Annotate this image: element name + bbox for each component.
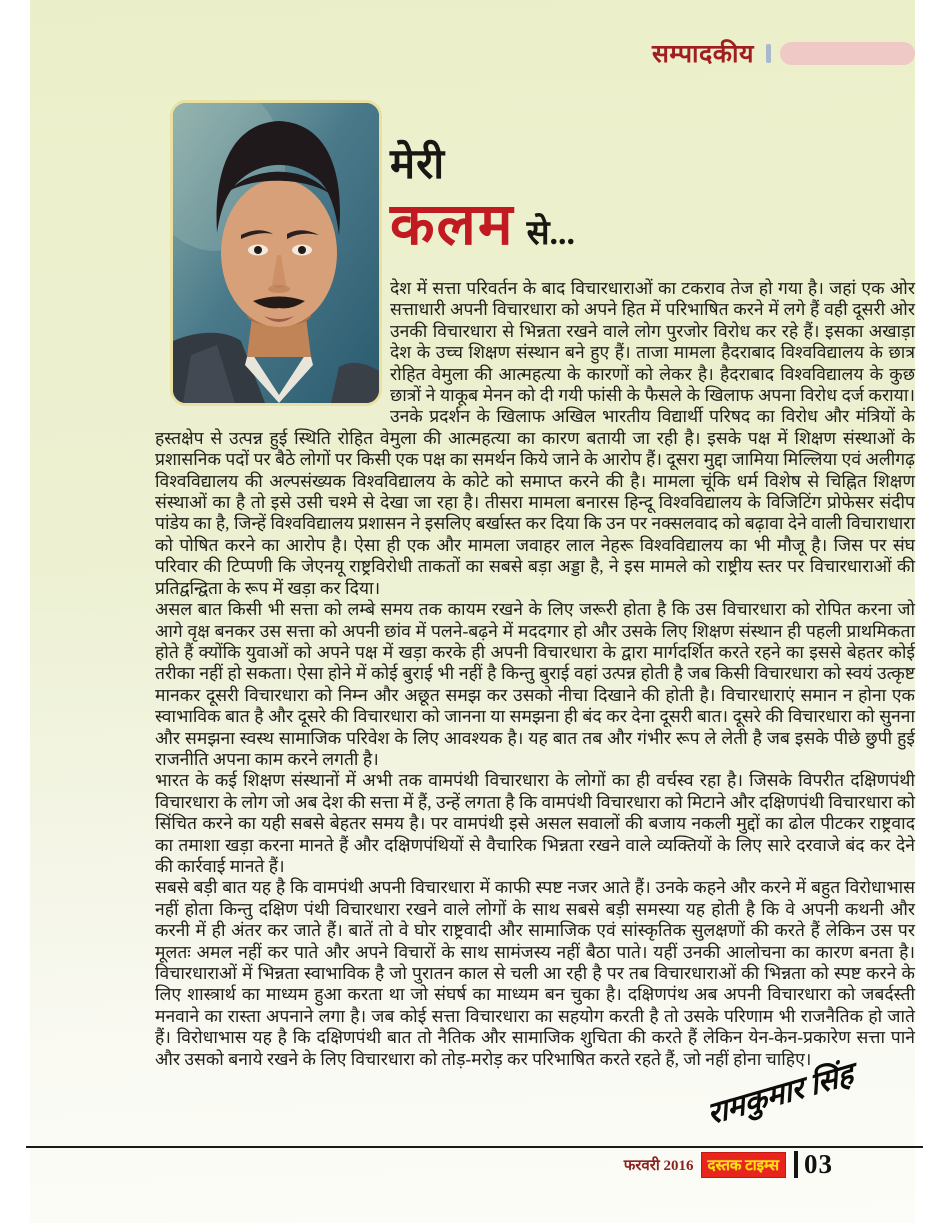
- article-paragraph: असल बात किसी भी सत्ता को लम्बे समय तक कायम रखने के लिए जरूरी होता है कि उस विचारधारा को रोपित करना जो आगे वृक्ष बनकर उस सत्ता को अपनी छांव में पलने-बढ़ने में मददगार हो और उसके लिए शिक्षण संस्थान ही पहली प्राथमिकता होते हैं क्योंकि युवाओं को अपने पक्ष में खड़ा करके ही अपनी विचारधारा के द्वारा मार्गदर्शित करते रहने का इससे बेहतर कोई तरीका नहीं हो सकता। ऐसा होने में कोई बुराई भी नहीं है किन्तु बुराई वहां उत्पन्न होती है जब किसी विचारधारा को स्वयं उत्कृष्ट मानकर दूसरी विचारधारा को निम्न और अछूत समझ कर उसको नीचा दिखाने की होती है। विचारधाराएं समान न होना एक स्वाभाविक बात है और दूसरे की विचारधारा को जानना या समझना ही बंद कर देना दूसरी बात। दूसरे की विचारधारा को सुनना और समझना स्वस्थ सामाजिक परिवेश के लिए आवश्यक है। यह बात तब और गंभीर रूप ले लेती है जब इसके पीछे छुपी हुई राजनीति अपना काम करने लगती है।: [155, 599, 915, 769]
- portrait-illustration: [173, 103, 379, 403]
- title-word-kalam: कलम: [390, 192, 515, 257]
- editor-signature: रामकुमार सिंह: [705, 1057, 856, 1132]
- editor-portrait-photo: [170, 100, 382, 406]
- article-paragraph: सबसे बड़ी बात यह है कि वामपंथी अपनी विचारधारा में काफी स्पष्ट नजर आते हैं। उनके कहने और करने में बहुत विरोधाभास नहीं होता किन्तु दक्षिण पंथी विचारधारा रखने वाले लोगों के साथ सबसे बड़ी समस्या यह होती है कि वे अपनी कथनी और करनी में ही अंतर कर जाते हैं। बातें तो वे घोर राष्ट्रवादी और सामाजिक एवं सांस्कृतिक सुलक्षणों की करते हैं लेकिन उस पर मूलतः अमल नहीं कर पाते और अपने विचारों के साथ सामंजस्य नहीं बैठा पाते। यहीं उनकी आलोचना का कारण बनता है। विचारधाराओं में भिन्नता स्वाभाविक है जो पुरातन काल से चली आ रही है पर तब विचारधाराओं की भिन्नता को स्पष्ट करने के लिए शास्त्रार्थ का माध्यम हुआ करता था जो संघर्ष का माध्यम बन चुका है। दक्षिणपंथ अब अपनी विचारधारा को जबर्दस्ती मनवाने का रास्ता अपनाने लगा है। जब कोई सत्ता विचारधारा का सहयोग करती है तो उसके परिणाम भी राजनैतिक हो जाते हैं। विरोधाभास यह है कि दक्षिणपंथी बात तो नैतिक और सामाजिक शुचिता की करते हैं लेकिन येन-केन-प्रकारेण सत्ता पाने और उसको बनाये रखने के लिए विचारधारा को तोड़-मरोड़ कर परिभाषित करते रहते हैं, जो नहीं होना चाहिए।: [155, 877, 915, 1069]
- page-header: [652, 36, 915, 70]
- footer-date: फरवरी 2016: [623, 1157, 694, 1174]
- section-heading: सम्पादकीय: [651, 41, 754, 68]
- page-number: 03: [804, 1149, 833, 1179]
- decorative-pill: [780, 42, 915, 65]
- footer-divider: [794, 1151, 798, 1178]
- editorial-article: [155, 98, 915, 1070]
- page-footer: [624, 1151, 833, 1178]
- article-paragraph: देश में सत्ता परिवर्तन के बाद विचारधाराओं का टकराव तेज हो गया है। जहां एक ओर सत्ताधारी अपनी विचारधारा को अपने हित में परिभाषित करने में लगे हैं वही दूसरी ओर उनकी विचारधारा से भिन्नता रखने वाले लोग पुरजोर विरोध कर रहे हैं। इसका अखाड़ा देश के उच्च शिक्षण संस्थान बने हुए हैं। ताजा मामला हैदराबाद विश्वविद्यालय के छात्र रोहित वेमुला की आत्महत्या के कारणों को लेकर है। हैदराबाद विश्वविद्यालय के कुछ छात्रों ने याकूब मेनन को दी गयी फांसी के फैसले के खिलाफ अपना विरोध दर्ज कराया। उनके प्रदर्शन के खिलाफ अखिल भारतीय विद्यार्थी परिषद का विरोध और मंत्रियों के हस्तक्षेप से उत्पन्न हुई स्थिति रोहित वेमुला की आत्महत्या का कारण बतायी जा रही है। इसके पक्ष में शिक्षण संस्थाओं के प्रशासनिक पदों पर बैठे लोगों पर किसी एक पक्ष का समर्थन किये जाने के आरोप हैं। दूसरा मुद्दा जामिया मिल्लिया एवं अलीगढ़ विश्वविद्यालय की अल्पसंख्यक विश्वविद्यालय के कोटे को समाप्त करने की है। मामला चूंकि धर्म विशेष से चिह्नित शिक्षण संस्थाओं का है तो इसे उसी चश्मे से देखा जा रहा है। तीसरा मामला बनारस हिन्दू विश्वविद्यालय के विजिटिंग प्रोफेसर संदीप पांडेय का है, जिन्हें विश्वविद्यालय प्रशासन ने इसलिए बर्खास्त कर दिया कि उन पर नक्सलवाद को बढ़ावा देने वाली विचाराधारा को पोषित करने का आरोप है। ऐसा ही एक और मामला जवाहर लाल नेहरू विश्वविद्यालय का भी मौजू है। जिस पर संघ परिवार की टिप्पणी कि जेएनयू राष्ट्रविरोधी ताकतों का सबसे बड़ा अड्डा है, ने इस मामले को राष्ट्रीय स्तर पर विचारधाराओं की प्रतिद्वन्द्विता के रूप में खड़ा कर दिया।: [155, 278, 915, 598]
- title-word-se: से...: [526, 215, 576, 252]
- magazine-logo: दस्तक टाइम्स: [701, 1152, 786, 1178]
- article-paragraph: भारत के कई शिक्षण संस्थानों में अभी तक वामपंथी विचारधारा के लोगों का ही वर्चस्व रहा है। जिसके विपरीत दक्षिणपंथी विचारधारा के लोग जो अब देश की सत्ता में हैं, उन्हें लगता है कि वामपंथी विचारधारा को मिटाने और दक्षिणपंथी विचारधारा को सिंचित करने का यही सबसे बेहतर समय है। पर वामपंथी इसे असल सवालों की बजाय नकली मुद्दों का ढोल पीटकर राष्ट्रवाद का तमाशा खड़ा करना मानते हैं और दक्षिणपंथियों से वैचारिक भिन्नता रखने वाले व्यक्तियों के लिए सारे दरवाजे बंद कर देने की कार्रवाई मानते हैं।: [155, 770, 915, 876]
- separator-bar-icon: [766, 44, 771, 63]
- page-background: [30, 0, 915, 1223]
- footer-rule: [26, 1146, 923, 1148]
- title-word-meri: मेरी: [390, 142, 446, 188]
